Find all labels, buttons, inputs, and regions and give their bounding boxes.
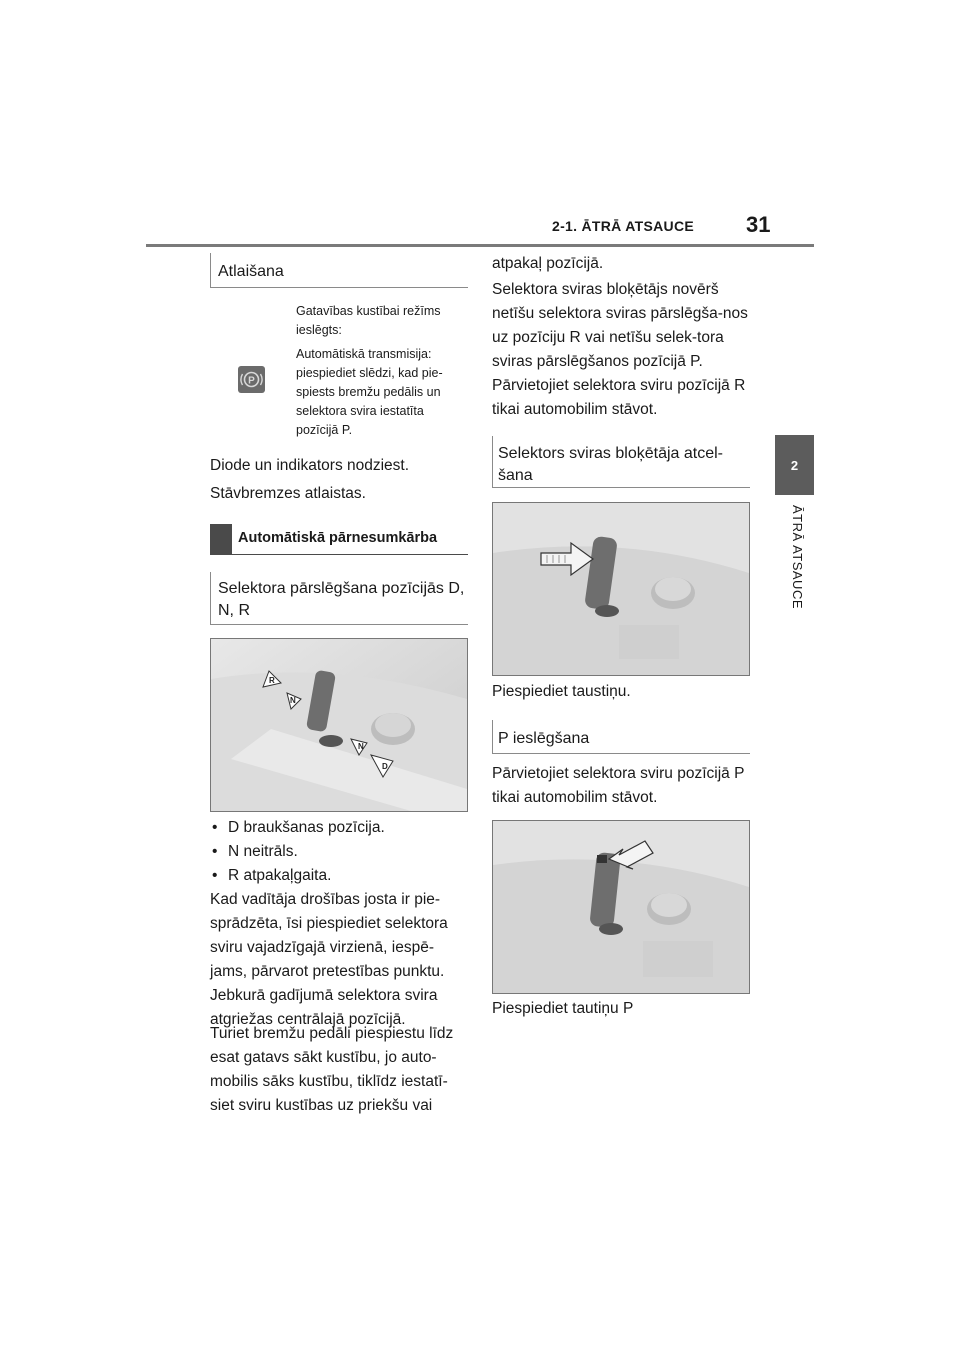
gear-n-label-lower: N [358,742,364,751]
page-number: 31 [746,212,771,237]
unlock-heading-bar [492,436,493,488]
unlock-button-photo [492,502,750,676]
gear-selector-photo [210,638,468,812]
gear-positions-list [210,816,468,888]
chapter-tab: 2 [775,435,814,495]
gear-d-label: D [382,762,388,771]
shift-heading-bar [210,572,211,624]
p-heading-rule [492,753,750,754]
press-button-caption: Piespiediet taustiņu. [492,683,631,700]
auto-trans-text: Automātiskā transmisija: piespiediet slēdzi, kad pie-spiests bremžu pedālis un selektora svira iestatīta pozīcijā P. [296,347,443,437]
list-item: • N neitrāls. [210,840,468,864]
lock-paragraph: Selektora sviras bloķētājs novērš netīšu selektora sviras pārslēgša-nos uz pozīciju R vai netīšu selek-tora sviras pārslēgšanos pozīcijā P. [492,281,748,370]
continued-text: atpakaļ pozīcijā. [492,255,604,272]
release-heading: Atlaišana [218,263,284,280]
release-heading-rule [210,287,468,288]
section-title: 2-1. ĀTRĀ ATSAUCE [552,218,694,234]
gear-r-label: R [269,676,275,685]
chapter-side-label: ĀTRĀ ATSAUCE [790,505,805,610]
svg-text:P: P [248,375,255,387]
auto-heading-marker [210,524,232,554]
parking-brake-icon [238,366,265,393]
p-button-photo [492,820,750,994]
brake-paragraph: Turiet bremžu pedāli piespiestu līdz esat gatavs sākt kustību, jo auto-mobilis sāks kustību, tiklīdz iestatī-siet sviru kustības uz priekšu vai [210,1025,454,1114]
header-divider [146,244,814,247]
shift-heading-rule [210,624,468,625]
brake-released-text: Stāvbremzes atlaistas. [210,485,366,502]
diode-text: Diode un indikators nodziest. [210,457,410,474]
shifting-paragraph: Kad vadītāja drošības josta ir pie-sprādzēta, īsi piespiediet selektora sviru vajadzīgajā virzienā, iespē-jams, pārvarot pretestības punktu. Jebkurā gadījumā selektora svira atgriežas centrālajā pozīcijā. [210,891,448,1028]
readiness-text: Gatavības kustībai režīms ieslēgts: [296,304,441,337]
list-item: • R atpakaļgaita. [210,864,468,888]
move-r-paragraph: Pārvietojiet selektora sviru pozīcijā R tikai automobilim stāvot. [492,377,746,418]
p-heading: P ieslēgšana [498,730,590,747]
shift-heading: Selektora pārslēgšana pozīcijās D, N, R [218,580,465,619]
gear-n-label-upper: N [290,696,296,705]
p-heading-bar [492,720,493,754]
list-item: • D braukšanas pozīcija. [210,816,468,840]
move-p-paragraph: Pārvietojiet selektora sviru pozīcijā P tikai automobilim stāvot. [492,765,745,806]
heading-left-bar [210,253,211,287]
auto-heading: Automātiskā pārnesumkārba [238,530,438,546]
press-p-caption: Piespiediet tautiņu P [492,1000,634,1017]
unlock-heading-rule [492,487,750,488]
unlock-heading: Selektors sviras bloķētāja atcel-šana [498,445,723,484]
auto-heading-rule [210,554,468,555]
